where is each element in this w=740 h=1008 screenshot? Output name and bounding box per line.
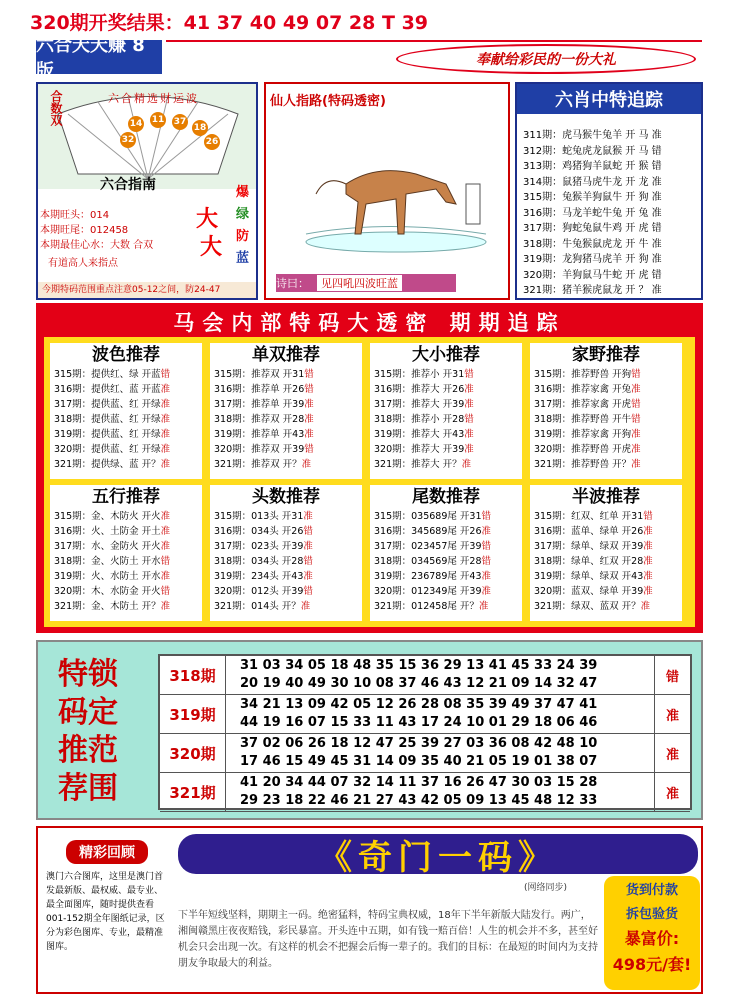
zodiac-row: 311期：虎马猴牛兔羊 开 马 准 <box>523 130 662 141</box>
pick-card-title: 头数推荐 <box>252 487 320 507</box>
guide-line: 本期最佳心水：大数 合双 <box>40 240 154 251</box>
pick-row-result: 错 <box>160 586 171 597</box>
zodiac-row: 314期：鼠猪马虎牛龙 开 龙 准 <box>523 176 662 188</box>
pick-row-text: 320期：木、水防金 开火 <box>54 586 161 597</box>
pick-card <box>210 485 362 621</box>
pick-row-result: 错 <box>631 369 641 380</box>
pick-row-result: 准 <box>464 444 474 455</box>
pick-row-text: 317期：推荐大 开39 <box>374 399 465 410</box>
guide-line: 有道高人来指点 <box>48 258 118 269</box>
pick-row-result: 错 <box>303 586 313 597</box>
pick-row <box>50 427 202 442</box>
zodiac-row: 318期：牛兔猴鼠虎龙 开 牛 准 <box>523 238 662 250</box>
zodiac-row: 317期：狗蛇兔鼠牛鸡 开 虎 错 <box>523 223 662 234</box>
pick-row-text: 316期：蓝单、绿单 开26 <box>534 526 644 537</box>
pick-row-text: 319期：推荐单 开43 <box>214 429 305 440</box>
pick-row-result: 准 <box>160 459 171 470</box>
fan-number: 11 <box>150 112 166 128</box>
fan-number: 37 <box>172 114 188 130</box>
pick-row-text: 320期：推荐双 开39 <box>214 444 305 455</box>
big-char: 大 <box>196 207 219 232</box>
pick-card <box>50 343 202 479</box>
pick-row-result: 准 <box>461 459 472 470</box>
pick-row-text: 315期：013头 开31 <box>214 511 304 522</box>
pick-row <box>210 412 362 427</box>
lock-number-line: 41 20 34 44 07 32 14 11 37 16 26 47 30 03 15 28 <box>240 775 598 790</box>
pick-row-result: 准 <box>160 399 171 410</box>
lock-numbers <box>240 774 597 810</box>
pick-row-result: 准 <box>301 459 312 470</box>
pick-row-result: 错 <box>481 541 492 552</box>
pick-row <box>50 539 202 554</box>
fan-number: 18 <box>192 120 208 136</box>
pick-row-result: 准 <box>631 384 641 395</box>
pick-row <box>530 382 682 397</box>
pick-card-title: 半波推荐 <box>572 487 640 507</box>
lock-row <box>160 656 690 695</box>
pick-row <box>530 509 682 524</box>
pick-row-result: 错 <box>160 556 171 567</box>
pick-row-result: 准 <box>640 601 651 612</box>
pick-row <box>370 442 522 457</box>
guide-line: 本期旺尾：012458 <box>40 225 129 236</box>
pick-row-text: 315期：035689尾 开31 <box>374 511 482 522</box>
pick-row <box>50 397 202 412</box>
lottery-result-title: 320期开奖结果：41 37 40 49 07 28 T 39 <box>30 12 429 34</box>
pick-card-title: 尾数推荐 <box>412 487 480 507</box>
pick-card-title: 大小推荐 <box>412 345 480 365</box>
lock-title-line: 荐围 <box>58 771 118 806</box>
lock-number-line: 20 19 40 49 30 10 08 37 46 43 12 21 09 14 32 47 <box>240 676 598 691</box>
pick-row-result: 错 <box>481 556 492 567</box>
brand-logo: 六合天天赚 8版 <box>36 40 162 74</box>
pick-row <box>530 442 682 457</box>
pick-row-text: 321期：012458尾 开？ <box>374 601 479 612</box>
pick-row-text: 318期：推荐野兽 开牛 <box>534 414 632 425</box>
pick-row <box>370 569 522 584</box>
pick-row <box>370 554 522 569</box>
header-rule <box>166 40 702 42</box>
lock-number-line: 34 21 13 09 42 05 12 26 28 08 35 39 49 37 47 41 <box>240 697 598 712</box>
pick-row-result: 错 <box>304 444 314 455</box>
pick-row <box>530 569 682 584</box>
pick-row-text: 315期：红双、红单 开31 <box>534 511 644 522</box>
pick-row <box>50 442 202 457</box>
pick-row-text: 315期：金、木防火 开火 <box>54 511 161 522</box>
lock-period: 318期 <box>160 656 226 694</box>
pick-row-result: 错 <box>631 399 641 410</box>
pick-row <box>530 367 682 382</box>
pick-row-text: 317期：提供蓝、红 开绿 <box>54 399 161 410</box>
pick-row-text: 321期：绿双、蓝双 开？ <box>534 601 641 612</box>
side-word: 爆 <box>236 185 250 200</box>
horse-panel <box>264 82 510 300</box>
pick-row-result: 准 <box>643 556 653 567</box>
pick-row-result: 准 <box>631 429 641 440</box>
pick-row-text: 318期：034头 开28 <box>214 556 304 567</box>
lock-table <box>158 654 692 810</box>
pick-row-result: 准 <box>160 384 171 395</box>
pick-row <box>370 397 522 412</box>
lock-row <box>160 695 690 734</box>
zodiac-row: 319期：龙狗猪马虎羊 开 狗 准 <box>523 254 662 265</box>
lock-title-line: 推范 <box>58 733 118 768</box>
pick-row-text: 316期：推荐大 开26 <box>374 384 465 395</box>
lock-title <box>58 656 118 808</box>
pick-row-text: 319期：火、水防土 开水 <box>54 571 161 582</box>
pick-row <box>210 569 362 584</box>
pick-row-text: 319期：234头 开43 <box>214 571 304 582</box>
pick-row-result: 准 <box>304 429 314 440</box>
lock-range-section <box>36 640 703 820</box>
lock-title-line: 码定 <box>58 695 118 730</box>
pick-row-text: 316期：推荐单 开26 <box>214 384 305 395</box>
pick-row <box>370 427 522 442</box>
pick-card <box>530 343 682 479</box>
picks-grid <box>44 337 695 627</box>
pick-row <box>530 524 682 539</box>
pick-row <box>50 584 202 599</box>
pick-row-result: 准 <box>303 571 313 582</box>
pick-row <box>210 509 362 524</box>
pick-row-text: 318期：推荐双 开28 <box>214 414 305 425</box>
poem-bar <box>276 274 456 292</box>
pick-row-result: 错 <box>304 369 314 380</box>
lock-status: 准 <box>654 695 690 733</box>
pick-row-text: 316期：034头 开26 <box>214 526 304 537</box>
source-note: (网络同步) <box>524 883 568 893</box>
zodiac-track-panel <box>515 82 703 300</box>
zodiac-rows <box>523 128 662 299</box>
pick-row-result: 准 <box>160 444 171 455</box>
guide-line: 本期旺头：014 <box>40 210 110 221</box>
pick-row <box>370 457 522 472</box>
pick-row <box>370 509 522 524</box>
zodiac-track-title: 六肖中特追踪 <box>517 84 701 114</box>
side-word: 蓝 <box>236 251 250 266</box>
fan-title: 六合精选财运波 <box>108 92 199 105</box>
lock-numbers <box>240 696 597 732</box>
pick-row-text: 321期：推荐野兽 开？ <box>534 459 632 470</box>
pick-card-title: 五行推荐 <box>92 487 160 507</box>
horse-panel-title: 仙人指路(特码透密) <box>270 94 386 109</box>
pick-row-result: 准 <box>643 541 653 552</box>
pick-row-text: 315期：提供红、绿 开蓝 <box>54 369 161 380</box>
pick-row-result: 错 <box>160 369 171 380</box>
pick-card <box>370 343 522 479</box>
pick-row-text: 318期：推荐小 开28 <box>374 414 465 425</box>
fan-number: 26 <box>204 134 220 150</box>
pick-row-result: 错 <box>303 526 313 537</box>
pick-row <box>370 599 522 614</box>
pick-row-text: 315期：推荐野兽 开狗 <box>534 369 632 380</box>
pick-row <box>530 539 682 554</box>
pick-row <box>370 584 522 599</box>
pick-row <box>530 412 682 427</box>
fan-number: 14 <box>128 116 144 132</box>
pick-row <box>370 539 522 554</box>
pick-row <box>50 569 202 584</box>
pick-row-text: 320期：推荐大 开39 <box>374 444 465 455</box>
pick-row-result: 错 <box>631 414 641 425</box>
lock-row <box>160 734 690 773</box>
zodiac-row: 312期：蛇兔虎龙鼠猴 开 马 错 <box>523 145 662 157</box>
qimen-text: 下半年短线坚料，期期主一码。绝密猛料，特码宝典权威，18年下半年新版大陆发行。两广，湘闽赣黑庄夜夜赔钱，彩民暴富。开头连中五期，如有钱一赔百倍！人生的机会并不多，甚至好机会只会出现一次。有这样的机会不把握会后悔一辈子的。我们的目标：在最短的时间内为支持朋友争取最大的利益。 <box>178 910 598 969</box>
pick-row-text: 319期：绿单、绿双 开43 <box>534 571 644 582</box>
pick-row-result: 准 <box>631 444 641 455</box>
lock-numbers <box>240 735 597 771</box>
pick-row-text: 317期：推荐家禽 开虎 <box>534 399 632 410</box>
pick-row <box>530 584 682 599</box>
review-text: 澳门六合图库，这里是澳门首发最新版、最权威、最专业、最全面图库，随时提供查看001-152期全年图纸记录，区分为彩色图库、专业，最精准图库。 <box>46 872 165 952</box>
pick-row <box>530 599 682 614</box>
lock-status: 错 <box>654 656 690 694</box>
pick-row-text: 321期：提供绿、蓝 开？ <box>54 459 161 470</box>
pick-row-text: 320期：蓝双、绿单 开39 <box>534 586 644 597</box>
pick-row-result: 准 <box>481 586 492 597</box>
pick-row-text: 319期：推荐大 开43 <box>374 429 465 440</box>
pick-row-text: 318期：提供蓝、红 开绿 <box>54 414 161 425</box>
pick-row <box>210 382 362 397</box>
lock-period: 319期 <box>160 695 226 733</box>
price-line: 拆包验货 <box>625 907 678 922</box>
guide-title: 六合指南 <box>100 177 156 193</box>
pick-row-result: 准 <box>160 526 171 537</box>
pick-row <box>210 427 362 442</box>
lock-status: 准 <box>654 734 690 772</box>
pick-row-result: 准 <box>304 414 314 425</box>
internal-picks-section <box>36 303 703 633</box>
pick-row <box>50 524 202 539</box>
guide-panel <box>36 82 258 300</box>
qimen-section <box>36 826 703 994</box>
pick-row-result: 准 <box>643 586 653 597</box>
pick-row-text: 317期：推荐单 开39 <box>214 399 305 410</box>
lock-period: 320期 <box>160 734 226 772</box>
pick-row-result: 准 <box>303 541 313 552</box>
pick-row-result: 准 <box>304 399 314 410</box>
pick-row-text: 316期：提供红、蓝 开蓝 <box>54 384 161 395</box>
pick-row-text: 318期：绿单、红双 开28 <box>534 556 644 567</box>
pick-card-title: 家野推荐 <box>572 345 640 365</box>
side-words <box>236 182 249 270</box>
pick-row-result: 准 <box>643 526 653 537</box>
zodiac-row: 313期：鸡猪狗羊鼠蛇 开 猴 错 <box>523 161 662 172</box>
pick-row <box>370 382 522 397</box>
pick-row-text: 320期：012349尾 开39 <box>374 586 482 597</box>
pick-row-text: 320期：012头 开39 <box>214 586 304 597</box>
pick-row-result: 准 <box>643 571 653 582</box>
pick-row-result: 准 <box>464 399 474 410</box>
pick-row <box>370 524 522 539</box>
pick-row-text: 316期：345689尾 开26 <box>374 526 482 537</box>
pick-row-text: 315期：推荐双 开31 <box>214 369 305 380</box>
pick-row <box>50 367 202 382</box>
price-box <box>604 876 700 990</box>
pick-row-result: 准 <box>481 571 492 582</box>
section-title: 马会内部特码大透密 期期追踪 <box>173 311 566 335</box>
fan-tag: 合数双 <box>49 90 63 126</box>
pick-row-result: 准 <box>303 511 313 522</box>
header <box>36 35 702 82</box>
side-word: 绿 <box>236 207 250 222</box>
pick-card-title: 波色推荐 <box>92 345 160 365</box>
pick-row <box>50 599 202 614</box>
lock-status: 准 <box>654 773 690 811</box>
pick-row-result: 准 <box>631 459 641 470</box>
pick-row-result: 错 <box>643 511 653 522</box>
pick-card <box>50 485 202 621</box>
pick-row <box>50 554 202 569</box>
pick-row <box>50 412 202 427</box>
pick-row-result: 错 <box>304 384 314 395</box>
pick-row-text: 321期：推荐双 开？ <box>214 459 302 470</box>
lock-number-line: 44 19 16 07 15 33 11 43 17 24 10 01 29 18 06 46 <box>240 715 598 730</box>
zodiac-row: 321期：猪羊猴虎鼠龙 开 ？ 准 <box>523 285 662 296</box>
lock-period: 321期 <box>160 773 226 811</box>
pick-row-result: 准 <box>160 571 171 582</box>
pick-row <box>210 524 362 539</box>
pick-card <box>530 485 682 621</box>
pick-row <box>530 457 682 472</box>
slogan: 奉献给彩民的一份大礼 <box>396 44 696 74</box>
pick-row <box>210 584 362 599</box>
price-line: 暴富价: <box>624 929 680 948</box>
pick-row <box>50 457 202 472</box>
pick-row-result: 准 <box>464 384 474 395</box>
zodiac-row: 315期：兔猴羊狗鼠牛 开 狗 准 <box>523 192 662 203</box>
pick-row-text: 317期：023457尾 开39 <box>374 541 482 552</box>
pick-row <box>210 442 362 457</box>
pick-row <box>530 397 682 412</box>
qimen-banner: 《奇门一码》 <box>178 834 698 874</box>
pick-row <box>370 367 522 382</box>
pick-card <box>370 485 522 621</box>
poem-text: 见四吼四波旺蓝 <box>317 275 402 291</box>
pick-card <box>210 343 362 479</box>
horse-drink-icon <box>286 124 496 264</box>
pick-row-text: 318期：034569尾 开28 <box>374 556 482 567</box>
pick-row-text: 317期：水、金防火 开火 <box>54 541 161 552</box>
fan-number: 32 <box>120 132 136 148</box>
lock-row <box>160 773 690 812</box>
zodiac-row: 316期：马龙羊蛇牛兔 开 兔 准 <box>523 207 662 219</box>
price-line: 货到付款 <box>625 883 678 898</box>
pick-row-result: 准 <box>478 601 489 612</box>
pick-row <box>210 457 362 472</box>
side-word: 防 <box>236 229 250 244</box>
pick-row <box>210 554 362 569</box>
pick-row <box>210 539 362 554</box>
pick-row-text: 321期：014头 开？ <box>214 601 301 612</box>
pick-row <box>50 382 202 397</box>
pick-row <box>210 397 362 412</box>
lock-number-line: 31 03 34 05 18 48 35 15 36 29 13 41 45 33 24 39 <box>240 658 598 673</box>
pick-row-text: 320期：提供蓝、红 开绿 <box>54 444 161 455</box>
pick-row-text: 316期：火、土防金 开土 <box>54 526 161 537</box>
pick-row-result: 错 <box>481 511 492 522</box>
guide-footer: 今期特码范围重点注意05-12之间，防24-47 <box>38 282 256 298</box>
pick-row-text: 319期：提供蓝、红 开绿 <box>54 429 161 440</box>
pick-row-result: 准 <box>464 429 474 440</box>
pick-row-text: 320期：推荐野兽 开虎 <box>534 444 632 455</box>
pick-row <box>210 599 362 614</box>
pick-row <box>50 509 202 524</box>
pick-row-result: 准 <box>160 541 171 552</box>
pick-row <box>370 412 522 427</box>
zodiac-row: 320期：羊狗鼠马牛蛇 开 虎 错 <box>523 269 662 281</box>
pick-row-result: 准 <box>160 511 171 522</box>
pick-row <box>530 427 682 442</box>
pick-row-text: 315期：推荐小 开31 <box>374 369 465 380</box>
pick-row-text: 321期：推荐大 开？ <box>374 459 462 470</box>
pick-row-text: 317期：绿单、绿双 开39 <box>534 541 644 552</box>
pick-row-text: 321期：金、木防土 开？ <box>54 601 161 612</box>
lock-number-line: 37 02 06 26 18 12 47 25 39 27 03 36 08 42 48 10 <box>240 736 598 751</box>
pick-row-result: 错 <box>303 556 313 567</box>
big-char: 大 <box>200 235 223 260</box>
review-box <box>42 832 172 990</box>
pick-card-title: 单双推荐 <box>252 345 320 365</box>
poem-label: 诗曰： <box>276 277 309 290</box>
pick-row-result: 错 <box>464 369 474 380</box>
pick-row-text: 319期：推荐家禽 开狗 <box>534 429 632 440</box>
lock-numbers <box>240 657 597 693</box>
price-line: 498元/套! <box>612 955 692 974</box>
pick-row-result: 准 <box>160 601 171 612</box>
lock-number-line: 29 23 18 22 46 21 27 43 42 05 09 13 45 48 12 33 <box>240 793 598 808</box>
lock-number-line: 17 46 15 49 45 31 14 09 35 40 21 05 19 01 38 07 <box>240 754 598 769</box>
pick-row-result: 准 <box>300 601 311 612</box>
pick-row-result: 准 <box>481 526 492 537</box>
pick-row-text: 316期：推荐家禽 开兔 <box>534 384 632 395</box>
pick-row <box>530 554 682 569</box>
pick-row-result: 错 <box>464 414 474 425</box>
pick-row-result: 准 <box>160 429 171 440</box>
pick-row <box>210 367 362 382</box>
lock-title-line: 特锁 <box>58 657 118 692</box>
review-title: 精彩回顾 <box>66 840 148 864</box>
pick-row-result: 准 <box>160 414 171 425</box>
pick-row-text: 319期：236789尾 开43 <box>374 571 482 582</box>
pick-row-text: 317期：023头 开39 <box>214 541 304 552</box>
pick-row-text: 318期：金、火防土 开水 <box>54 556 161 567</box>
